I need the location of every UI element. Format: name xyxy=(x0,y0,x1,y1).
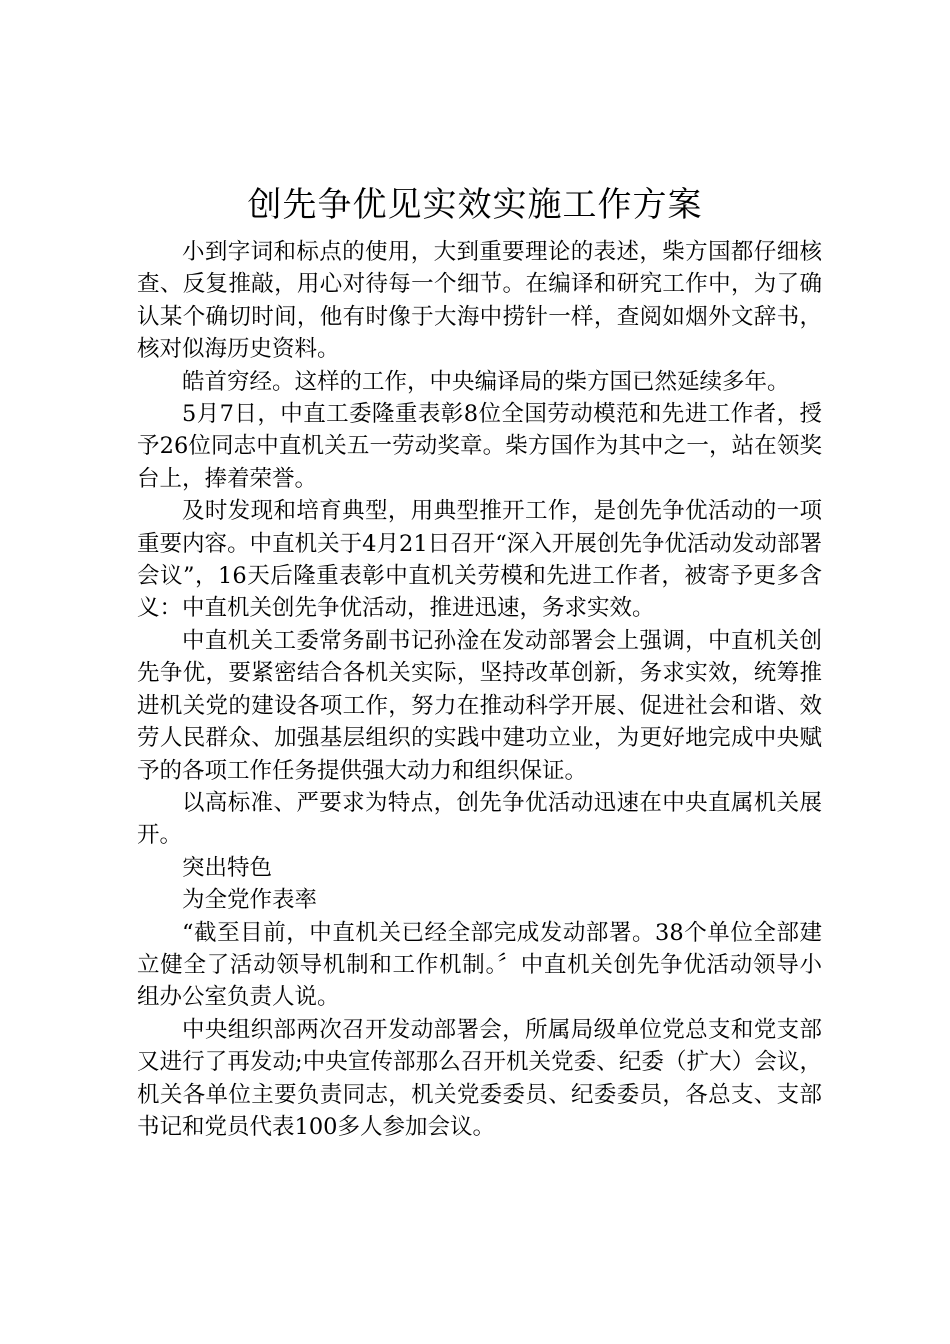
paragraph: 5月7日，中直工委隆重表彰8位全国劳动模范和先进工作者，授予26位同志中直机关五一劳动奖章。柴方国作为其中之一，站在领奖台上，捧着荣誉。 xyxy=(137,401,822,492)
section-heading: 为全党作表率 xyxy=(182,887,318,914)
paragraph: 以高标准、严要求为特点，创先争优活动迅速在中央直属机关展开。 xyxy=(137,789,822,849)
paragraph: 中直机关工委常务副书记孙淦在发动部署会上强调，中直机关创先争优，要紧密结合各机关实际，坚持改革创新，务求实效，统筹推进机关党的建设各项工作，努力在推动科学开展、促进社会和谐、效劳人民群众、加强基层组织的实践中建功立业，为更好地完成中央赋予的各项工作任务提供强大动力和组织保证。 xyxy=(137,627,822,784)
paragraph: 皓首穷经。这样的工作，中央编译局的柴方国已然延续多年。 xyxy=(182,368,790,395)
section-heading: 突出特色 xyxy=(182,854,273,881)
paragraph: 中央组织部两次召开发动部署会，所属局级单位党总支和党支部又进行了再发动;中央宣传部那么召开机关党委、纪委（扩大）会议，机关各单位主要负责同志，机关党委委员、纪委委员，各总支、支部书记和党员代表100多人参加会议。 xyxy=(137,1016,822,1140)
paragraph: “截至目前，中直机关已经全部完成发动部署。38个单位全部建立健全了活动领导机制和工作机制。〞中直机关创先争优活动领导小组办公室负责人说。 xyxy=(137,919,822,1011)
paragraph: 及时发现和培育典型，用典型推开工作，是创先争优活动的一项重要内容。中直机关于4月21日召开“深入开展创先争优活动发动部署会议”，16天后隆重表彰中直机关劳模和先进工作者，被寄予更多含义：中直机关创先争优活动，推进迅速，务求实效。 xyxy=(137,498,822,622)
document-body xyxy=(137,236,822,1143)
paragraph: 小到字词和标点的使用，大到重要理论的表述，柴方国都仔细核查、反复推敲，用心对待每一个细节。在编译和研究工作中，为了确认某个确切时间，他有时像于大海中捞针一样，查阅如烟外文辞书，核对似海历史资料。 xyxy=(137,239,822,363)
document-title: 创先争优见实效实施工作方案 xyxy=(247,185,703,225)
